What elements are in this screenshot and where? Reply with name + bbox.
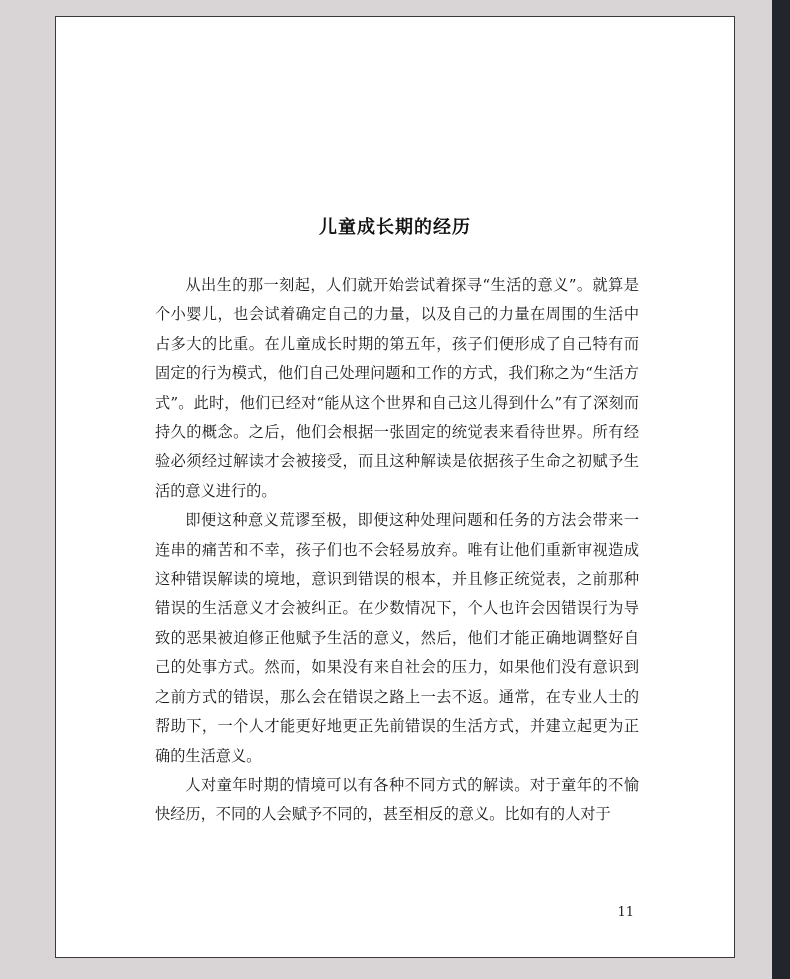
- paragraph-2: 即便这种意义荒谬至极，即便这种处理问题和任务的方法会带来一连串的痛苦和不幸，孩子们也不会轻易放弃。唯有让他们重新审视造成这种错误解读的境地，意识到错误的根本，并且修正统觉表，之前那种错误的生活意义才会被纠正。在少数情况下，个人也许会因错误行为导致的恶果被迫修正他赋予生活的意义，然后，他们才能正确地调整好自己的处事方式。然而，如果没有来自社会的压力，如果他们没有意识到之前方式的错误，那么会在错误之路上一去不返。通常，在专业人士的帮助下，一个人才能更好地更正先前错误的生活方式，并建立起更为正确的生活意义。: [155, 511, 639, 765]
- page-number: 11: [617, 905, 634, 920]
- paragraph-3: 人对童年时期的情境可以有各种不同方式的解读。对于童年的不愉快经历，不同的人会赋予不同的，甚至相反的意义。比如有的人对于: [155, 775, 639, 824]
- paragraph-1: 从出生的那一刻起，人们就开始尝试着探寻“生活的意义”。就算是个小婴儿，也会试着确定自己的力量，以及自己的力量在周围的生活中占多大的比重。在儿童成长时期的第五年，孩子们便形成了自己特有而固定的行为模式，他们自己处理问题和工作的方式，我们称之为“生活方式”。此时，他们已经对“能从这个世界和自己这儿得到什么”有了深刻而持久的概念。之后，他们会根据一张固定的统觉表来看待世界。所有经验必须经过解读才会被接受，而且这种解读是依据孩子生命之初赋予生活的意义进行的。: [155, 276, 639, 500]
- chapter-title: 儿童成长期的经历: [319, 217, 471, 238]
- body-text: [155, 271, 639, 830]
- window-edge-strip: [772, 0, 790, 979]
- document-page: [55, 16, 735, 958]
